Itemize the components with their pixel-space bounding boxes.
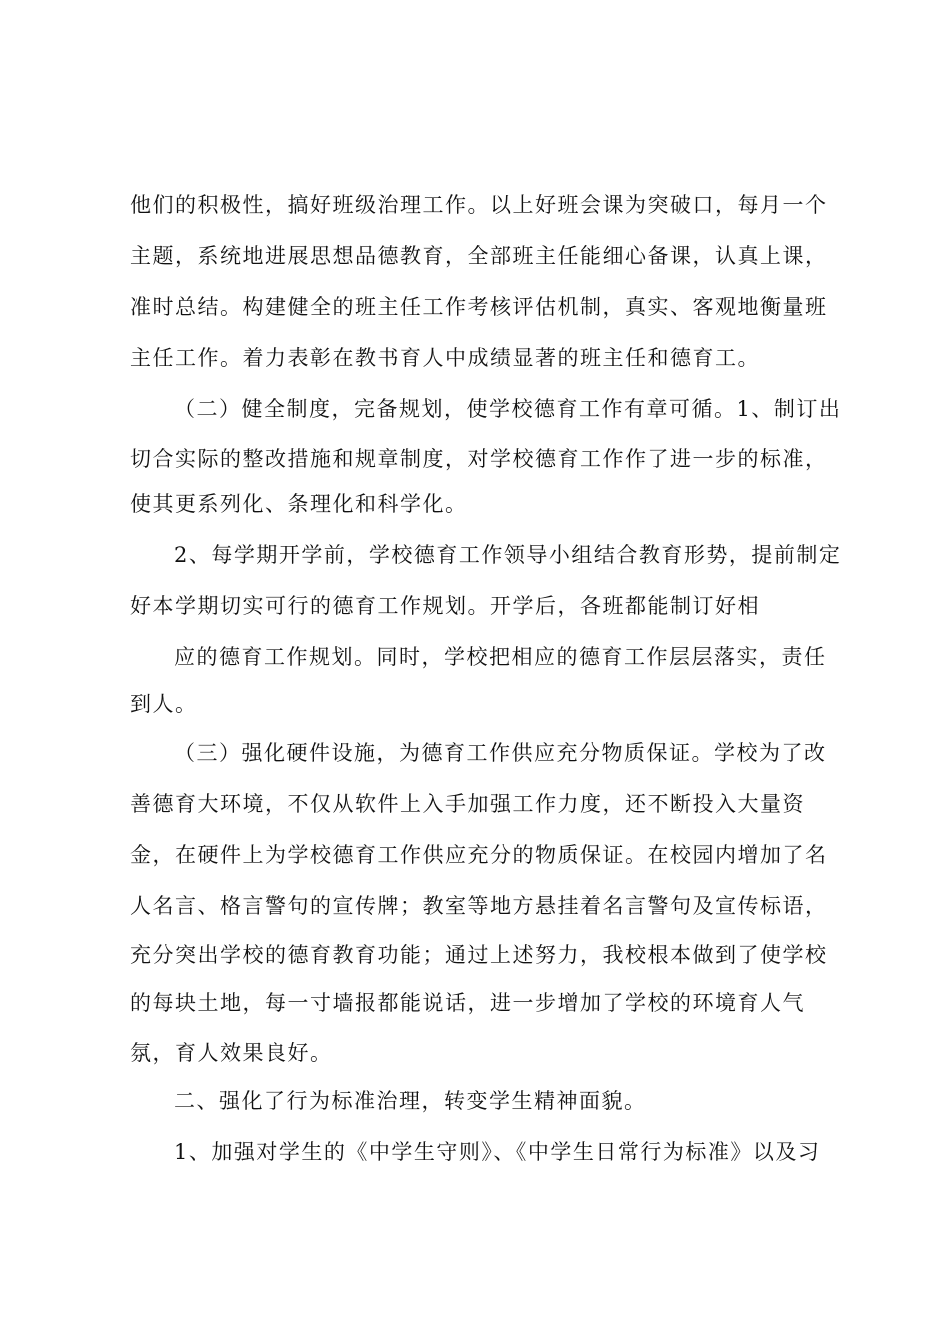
paragraph-line: 到人。 bbox=[130, 692, 198, 716]
paragraph-line: 的每块土地，每一寸墙报都能说话，进一步增加了学校的环境育人气 bbox=[130, 991, 805, 1015]
paragraph-line: 善德育大环境，不仅从软件上入手加强工作力度，还不断投入大量资 bbox=[130, 792, 805, 816]
paragraph-line: （二）健全制度，完备规划，使学校德育工作有章可循。1、制订出 bbox=[174, 397, 842, 421]
paragraph-line: 人名言、格言警句的宣传牌；教室等地方悬挂着名言警句及宣传标语， bbox=[130, 894, 828, 918]
paragraph-line: 二、强化了行为标准治理，转变学生精神面貌。 bbox=[174, 1089, 647, 1113]
paragraph-line: 应的德育工作规划。同时，学校把相应的德育工作层层落实，责任 bbox=[174, 645, 827, 669]
paragraph-line: （三）强化硬件设施，为德育工作供应充分物质保证。学校为了改 bbox=[174, 741, 827, 765]
paragraph-line: 主任工作。着力表彰在教书育人中成绩显著的班主任和德育工。 bbox=[130, 346, 760, 370]
paragraph-line: 切合实际的整改措施和规章制度，对学校德育工作作了进一步的标准， bbox=[130, 447, 828, 471]
paragraph-line: 主题，系统地进展思想品德教育，全部班主任能细心备课，认真上课， bbox=[130, 244, 828, 268]
paragraph-line: 氛，育人效果良好。 bbox=[130, 1041, 333, 1065]
paragraph-line: 2、每学期开学前，学校德育工作领导小组结合教育形势，提前制定 bbox=[174, 543, 842, 567]
paragraph-line: 准时总结。构建健全的班主任工作考核评估机制，真实、客观地衡量班 bbox=[130, 295, 828, 319]
paragraph-line: 充分突出学校的德育教育功能；通过上述努力，我校根本做到了使学校 bbox=[130, 943, 828, 967]
paragraph-line: 1、加强对学生的《中学生守则》、《中学生日常行为标准》以及习 bbox=[174, 1140, 821, 1164]
paragraph-line: 使其更系列化、条理化和科学化。 bbox=[130, 492, 468, 516]
paragraph-line: 金，在硬件上为学校德育工作供应充分的物质保证。在校园内增加了名 bbox=[130, 843, 828, 867]
paragraph-line: 好本学期切实可行的德育工作规划。开学后，各班都能制订好相 bbox=[130, 594, 760, 618]
paragraph-line: 他们的积极性，搞好班级治理工作。以上好班会课为突破口，每月一个 bbox=[130, 193, 828, 217]
